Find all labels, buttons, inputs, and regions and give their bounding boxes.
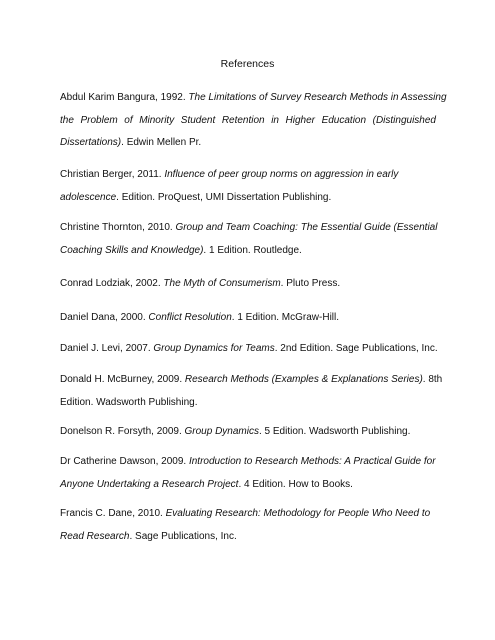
reference-line — [60, 307, 436, 330]
reference-line — [60, 474, 436, 497]
reference-entry — [60, 421, 436, 444]
reference-title: Dissertations) — [60, 137, 122, 148]
reference-author-year: Francis C. Dane, 2010. — [60, 508, 166, 519]
reference-line — [60, 132, 436, 155]
reference-author-year: Christian Berger, 2011. — [60, 169, 165, 180]
reference-entry — [60, 164, 436, 209]
reference-publisher: . 8th — [422, 374, 443, 385]
reference-publisher: . 5 Edition. Wadsworth Publishing. — [258, 426, 411, 437]
reference-author-year: Donelson R. Forsyth, 2009. — [60, 426, 185, 437]
reference-author-year: Dr Catherine Dawson, 2009. — [60, 456, 189, 467]
reference-entry — [60, 369, 443, 414]
reference-title: Coaching Skills and Knowledge) — [60, 244, 204, 256]
reference-author-year: Abdul Karim Bangura, 1992. — [60, 92, 189, 103]
reference-publisher: . 1 Edition. McGraw-Hill. — [231, 312, 340, 323]
reference-line — [60, 369, 443, 392]
reference-line — [60, 187, 436, 210]
reference-publisher: . Sage Publications, Inc. — [129, 530, 237, 542]
reference-title: Group Dynamics for Teams — [153, 343, 275, 354]
reference-line — [60, 217, 436, 240]
reference-author-year: Conrad Lodziak, 2002. — [60, 278, 164, 289]
reference-entry — [60, 503, 436, 548]
reference-line — [60, 240, 436, 263]
reference-title: Anyone Undertaking a Research Project — [60, 478, 239, 490]
reference-author-year: Christine Thornton, 2010. — [60, 222, 176, 233]
reference-line — [60, 526, 436, 549]
reference-line — [60, 451, 436, 474]
reference-publisher: . Edition. ProQuest, UMI Dissertation Publishing. — [116, 191, 332, 203]
reference-publisher: . 2nd Edition. Sage Publications, Inc. — [274, 343, 438, 354]
reference-title: Research Methods (Examples & Explanations Series) — [184, 374, 423, 385]
reference-publisher: . Edwin Mellen Pr. — [121, 137, 202, 148]
reference-title: the Problem of Minority Student Retention in Higher Education (Distinguished — [60, 114, 436, 126]
reference-publisher: Edition. Wadsworth Publishing. — [60, 396, 198, 408]
reference-title: Group and Team Coaching: The Essential Guide (Essential — [175, 222, 438, 233]
reference-entry — [60, 217, 436, 262]
reference-entry — [60, 87, 447, 155]
reference-entry — [60, 451, 436, 496]
reference-publisher: . 1 Edition. Routledge. — [203, 244, 302, 256]
reference-line — [60, 338, 436, 361]
reference-line — [60, 421, 436, 444]
reference-line — [60, 503, 436, 526]
references-heading: References — [220, 58, 275, 70]
reference-author-year: Daniel J. Levi, 2007. — [60, 343, 154, 354]
reference-publisher: . 4 Edition. How to Books. — [238, 478, 353, 490]
reference-title: Conflict Resolution — [148, 312, 232, 323]
reference-entry — [60, 338, 436, 361]
reference-line — [60, 164, 436, 187]
reference-title: Introduction to Research Methods: A Practical Guide for — [188, 456, 436, 467]
reference-author-year: Daniel Dana, 2000. — [60, 312, 149, 323]
reference-title: The Limitations of Survey Research Methods in Assessing — [188, 92, 447, 103]
reference-line — [60, 110, 436, 133]
reference-author-year: Donald H. McBurney, 2009. — [60, 374, 185, 385]
reference-line — [60, 87, 447, 110]
reference-entry — [60, 273, 436, 296]
reference-title: The Myth of Consumerism — [163, 278, 281, 289]
reference-title: Evaluating Research: Methodology for People Who Need to — [165, 508, 431, 519]
reference-title: Group Dynamics — [184, 426, 259, 437]
reference-publisher: . Pluto Press. — [280, 278, 341, 289]
reference-title: Read Research — [60, 530, 130, 542]
reference-line — [60, 392, 436, 415]
reference-title: adolescence — [60, 191, 117, 203]
reference-title: Influence of peer group norms on aggression in early — [164, 169, 399, 180]
reference-line — [60, 273, 436, 296]
reference-entry — [60, 307, 436, 330]
